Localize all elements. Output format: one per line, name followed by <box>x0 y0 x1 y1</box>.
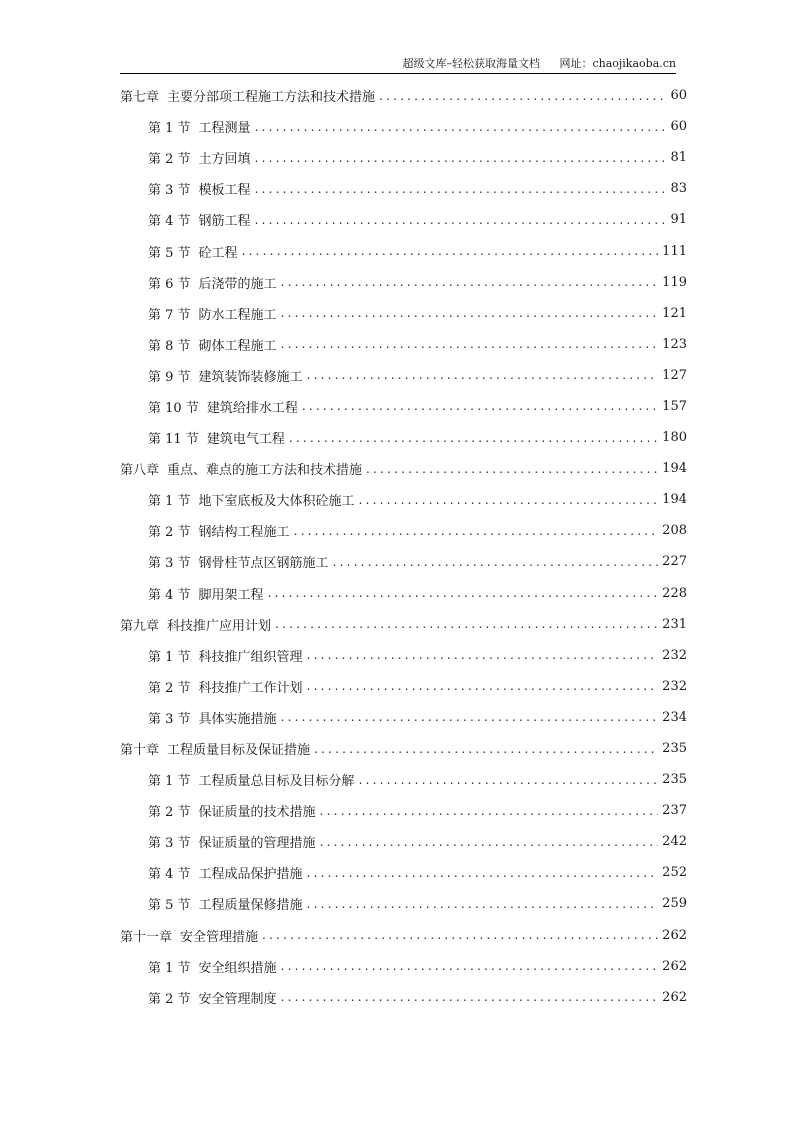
toc-leader-dots <box>307 866 659 880</box>
toc-leader-dots <box>268 586 659 600</box>
toc-entry-page: 227 <box>662 554 687 570</box>
toc-entry-number: 第 2 节 <box>148 991 191 1007</box>
toc-entry-number: 第 2 节 <box>148 680 191 696</box>
toc-section-entry[interactable] <box>120 391 687 422</box>
toc-section-entry[interactable] <box>120 422 687 453</box>
toc-leader-dots <box>359 493 659 507</box>
toc-section-entry[interactable] <box>120 826 687 857</box>
toc-entry-number: 第十章 <box>120 743 160 759</box>
toc-entry-title: 脚用架工程 <box>198 587 264 603</box>
toc-leader-dots <box>294 524 659 538</box>
toc-entry-page: 60 <box>670 88 687 104</box>
toc-chapter-entry[interactable] <box>120 80 687 111</box>
toc-entry-title: 钢骨柱节点区钢筋施工 <box>198 556 329 572</box>
toc-entry-number: 第 5 节 <box>148 245 191 261</box>
toc-entry-title: 建筑电气工程 <box>206 432 285 448</box>
toc-leader-dots <box>320 835 659 849</box>
toc-entry-number: 第 1 节 <box>148 774 191 790</box>
toc-entry-title: 建筑装饰装修施工 <box>198 369 303 385</box>
toc-entry-page: 232 <box>662 678 687 694</box>
toc-leader-dots <box>366 462 658 476</box>
toc-leader-dots <box>255 213 665 227</box>
toc-entry-number: 第 3 节 <box>148 711 191 727</box>
toc-entry-title: 工程测量 <box>198 121 251 137</box>
toc-entry-number: 第 6 节 <box>148 276 191 292</box>
toc-entry-page: 237 <box>662 803 687 819</box>
toc-entry-page: 194 <box>662 492 687 508</box>
toc-entry-title: 砼工程 <box>198 245 238 261</box>
toc-entry-page: 119 <box>662 274 687 290</box>
toc-entry-title: 安全管理制度 <box>198 991 277 1007</box>
toc-entry-page: 242 <box>662 834 687 850</box>
toc-chapter-entry[interactable] <box>120 609 687 640</box>
toc-entry-number: 第 1 节 <box>148 960 191 976</box>
toc-section-entry[interactable] <box>120 578 687 609</box>
toc-leader-dots <box>281 275 659 289</box>
toc-entry-number: 第 3 节 <box>148 556 191 572</box>
toc-chapter-entry[interactable] <box>120 453 687 484</box>
toc-entry-title: 科技推广组织管理 <box>198 649 303 665</box>
toc-entry-number: 第 4 节 <box>148 867 191 883</box>
toc-entry-number: 第七章 <box>120 90 160 106</box>
toc-entry-page: 121 <box>662 305 687 321</box>
toc-entry-page: 194 <box>662 461 687 477</box>
toc-leader-dots <box>307 648 659 662</box>
toc-entry-title: 安全组织措施 <box>198 960 277 976</box>
toc-section-entry[interactable] <box>120 640 687 671</box>
toc-entry-page: 127 <box>662 367 687 383</box>
toc-leader-dots <box>307 679 659 693</box>
toc-entry-title: 具体实施措施 <box>198 711 277 727</box>
toc-entry-page: 231 <box>662 616 687 632</box>
toc-leader-dots <box>289 431 658 445</box>
toc-entry-number: 第 1 节 <box>148 494 191 510</box>
toc-leader-dots <box>359 773 659 787</box>
toc-entry-title: 主要分部项工程施工方法和技术措施 <box>167 90 376 106</box>
toc-entry-number: 第 4 节 <box>148 214 191 230</box>
toc-entry-title: 钢筋工程 <box>198 214 251 230</box>
toc-section-entry[interactable] <box>120 235 687 266</box>
toc-entry-page: 208 <box>662 523 687 539</box>
toc-entry-page: 60 <box>670 119 687 135</box>
toc-entry-number: 第 1 节 <box>148 649 191 665</box>
toc-section-entry[interactable] <box>120 546 687 577</box>
toc-entry-title: 土方回填 <box>198 152 251 168</box>
toc-entry-page: 235 <box>662 772 687 788</box>
toc-section-entry[interactable] <box>120 111 687 142</box>
toc-entry-page: 262 <box>662 989 687 1005</box>
toc-section-entry[interactable] <box>120 515 687 546</box>
toc-section-entry[interactable] <box>120 298 687 329</box>
toc-entry-title: 建筑给排水工程 <box>206 400 298 416</box>
toc-section-entry[interactable] <box>120 764 687 795</box>
toc-entry-number: 第 2 节 <box>148 152 191 168</box>
toc-entry-title: 工程质量保修措施 <box>198 898 303 914</box>
toc-section-entry[interactable] <box>120 484 687 515</box>
toc-entry-number: 第 2 节 <box>148 525 191 541</box>
toc-entry-page: 91 <box>670 212 687 228</box>
toc-entry-title: 保证质量的技术措施 <box>198 805 316 821</box>
toc-leader-dots <box>275 617 658 631</box>
table-of-contents <box>120 80 687 1013</box>
toc-leader-dots <box>255 151 665 165</box>
toc-entry-number: 第 2 节 <box>148 805 191 821</box>
toc-leader-dots <box>333 555 659 569</box>
toc-entry-title: 工程质量目标及保证措施 <box>167 743 311 759</box>
toc-leader-dots <box>307 897 659 911</box>
toc-leader-dots <box>302 399 658 413</box>
toc-entry-number: 第八章 <box>120 463 160 479</box>
toc-leader-dots <box>281 337 659 351</box>
toc-entry-title: 重点、难点的施工方法和技术措施 <box>167 463 363 479</box>
toc-section-entry[interactable] <box>120 702 687 733</box>
toc-entry-number: 第 9 节 <box>148 369 191 385</box>
toc-section-entry[interactable] <box>120 671 687 702</box>
toc-entry-number: 第 5 节 <box>148 898 191 914</box>
toc-entry-page: 81 <box>670 150 687 166</box>
toc-entry-page: 180 <box>662 430 687 446</box>
toc-section-entry[interactable] <box>120 204 687 235</box>
toc-section-entry[interactable] <box>120 857 687 888</box>
toc-entry-page: 262 <box>662 958 687 974</box>
toc-leader-dots <box>307 368 659 382</box>
toc-entry-page: 111 <box>662 243 687 259</box>
toc-entry-page: 83 <box>670 181 687 197</box>
toc-leader-dots <box>281 959 659 973</box>
toc-leader-dots <box>314 742 658 756</box>
toc-leader-dots <box>281 990 659 1004</box>
toc-entry-title: 后浇带的施工 <box>198 276 277 292</box>
toc-entry-number: 第 3 节 <box>148 836 191 852</box>
toc-entry-number: 第 3 节 <box>148 183 191 199</box>
toc-entry-page: 123 <box>662 336 687 352</box>
toc-section-entry[interactable] <box>120 267 687 298</box>
toc-entry-page: 259 <box>662 896 687 912</box>
toc-entry-number: 第 4 节 <box>148 587 191 603</box>
toc-entry-page: 234 <box>662 709 687 725</box>
toc-section-entry[interactable] <box>120 173 687 204</box>
toc-chapter-entry[interactable] <box>120 920 687 951</box>
toc-entry-page: 262 <box>662 927 687 943</box>
toc-entry-title: 模板工程 <box>198 183 251 199</box>
toc-entry-page: 252 <box>662 865 687 881</box>
toc-entry-number: 第 10 节 <box>148 400 199 416</box>
toc-entry-page: 228 <box>662 585 687 601</box>
toc-section-entry[interactable] <box>120 329 687 360</box>
toc-entry-number: 第十一章 <box>120 929 173 945</box>
toc-entry-number: 第 8 节 <box>148 338 191 354</box>
toc-entry-title: 地下室底板及大体积砼施工 <box>198 494 355 510</box>
toc-section-entry[interactable] <box>120 360 687 391</box>
toc-leader-dots <box>242 244 659 258</box>
toc-entry-number: 第 1 节 <box>148 121 191 137</box>
toc-entry-number: 第 11 节 <box>148 432 199 448</box>
toc-entry-title: 砌体工程施工 <box>198 338 277 354</box>
toc-entry-title: 防水工程施工 <box>198 307 277 323</box>
toc-entry-page: 157 <box>662 398 687 414</box>
toc-section-entry[interactable] <box>120 982 687 1013</box>
toc-section-entry[interactable] <box>120 888 687 919</box>
toc-entry-title: 工程成品保护措施 <box>198 867 303 883</box>
toc-entry-page: 232 <box>662 647 687 663</box>
toc-entry-number: 第 7 节 <box>148 307 191 323</box>
toc-section-entry[interactable] <box>120 795 687 826</box>
toc-chapter-entry[interactable] <box>120 733 687 764</box>
toc-entry-title: 保证质量的管理措施 <box>198 836 316 852</box>
toc-entry-title: 安全管理措施 <box>180 929 259 945</box>
toc-leader-dots <box>320 804 659 818</box>
toc-entry-title: 钢结构工程施工 <box>198 525 290 541</box>
toc-leader-dots <box>281 306 659 320</box>
toc-leader-dots <box>255 120 665 134</box>
toc-entry-page: 235 <box>662 741 687 757</box>
page-header <box>120 57 676 74</box>
header-site-name: 超级文库–轻松获取海量文档 <box>402 57 540 70</box>
toc-entry-title: 工程质量总目标及目标分解 <box>198 774 355 790</box>
toc-entry-number: 第九章 <box>120 618 160 634</box>
toc-leader-dots <box>255 182 665 196</box>
toc-leader-dots <box>379 89 665 103</box>
toc-section-entry[interactable] <box>120 142 687 173</box>
toc-leader-dots <box>281 710 659 724</box>
toc-entry-title: 科技推广应用计划 <box>167 618 272 634</box>
header-url: 网址：chaojikaoba.cn <box>559 57 676 70</box>
toc-section-entry[interactable] <box>120 951 687 982</box>
toc-entry-title: 科技推广工作计划 <box>198 680 303 696</box>
toc-leader-dots <box>262 928 658 942</box>
